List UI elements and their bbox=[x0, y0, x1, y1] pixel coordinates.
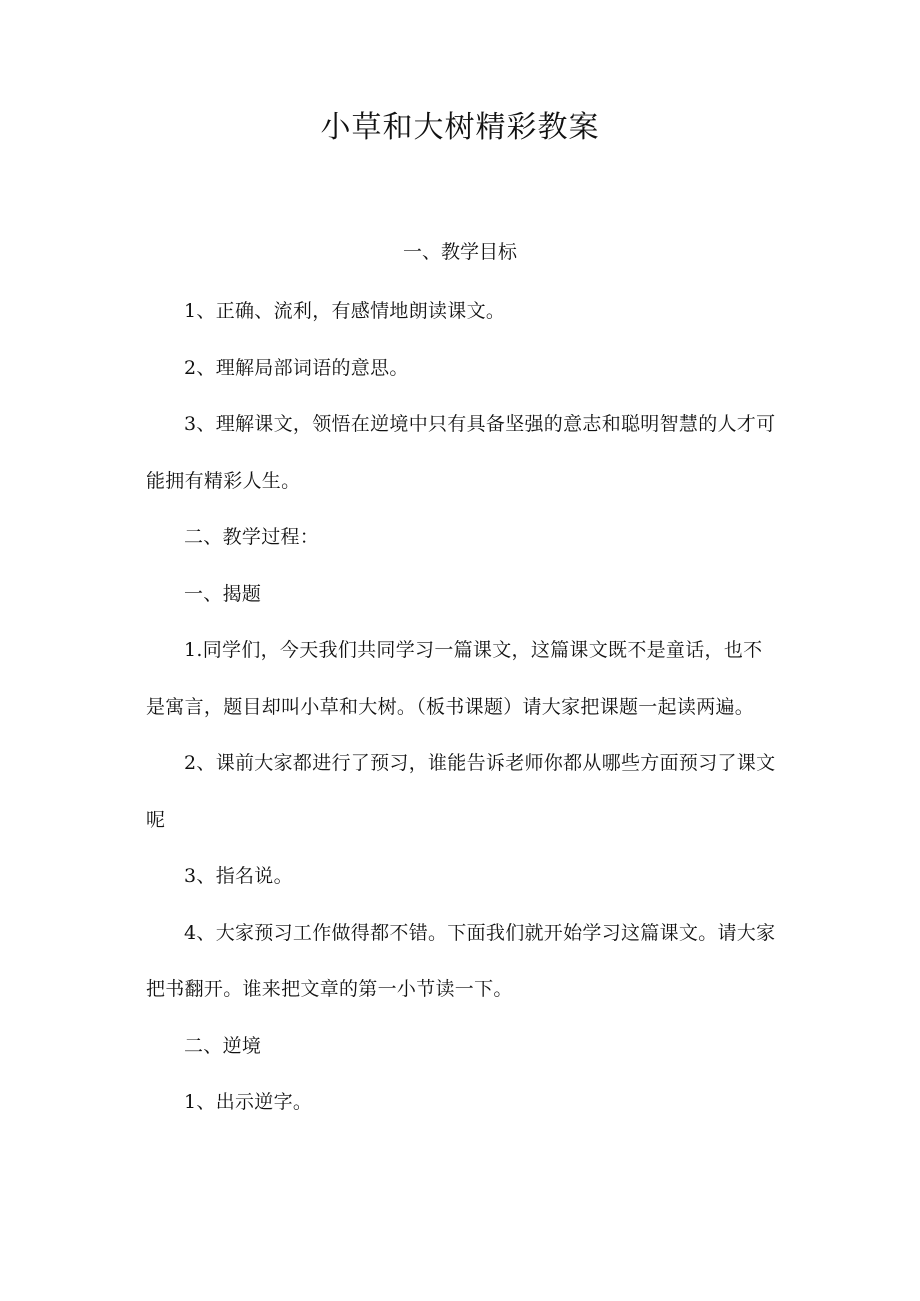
section-heading-teaching-process: 二、教学过程： bbox=[184, 526, 320, 548]
section-heading-teaching-goals: 一、教学目标 bbox=[402, 241, 517, 263]
paragraph-adversity-step-1: 1、出示逆字。 bbox=[184, 1091, 313, 1113]
paragraph-step-3: 3、指名说。 bbox=[184, 865, 293, 887]
paragraph-step-2: 2、课前大家都进行了预习，谁能告诉老师你都从哪些方面预习了课文呢 bbox=[146, 752, 776, 831]
paragraph-step-4: 4、大家预习工作做得都不错。下面我们就开始学习这篇课文。请大家把书翻开。谁来把文章的第一小节读一下。 bbox=[146, 921, 776, 1000]
paragraph-step-1: 1.同学们，今天我们共同学习一篇课文，这篇课文既不是童话，也不是寓言，题目却叫小草和大树。（板书课题）请大家把课题一起读两遍。 bbox=[146, 639, 763, 718]
subsection-heading-reveal-topic: 一、揭题 bbox=[184, 582, 262, 605]
paragraph-goal-2: 2、理解局部词语的意思。 bbox=[184, 356, 409, 379]
document-body bbox=[146, 283, 776, 1131]
paragraph-goal-3: 3、理解课文，领悟在逆境中只有具备坚强的意志和聪明智慧的人才可能拥有精彩人生。 bbox=[146, 413, 776, 492]
paragraph-goal-1: 1、正确、流利，有感情地朗读课文。 bbox=[184, 300, 506, 322]
document-title: 小草和大树精彩教案 bbox=[320, 110, 600, 145]
subsection-heading-adversity: 二、逆境 bbox=[184, 1034, 262, 1057]
